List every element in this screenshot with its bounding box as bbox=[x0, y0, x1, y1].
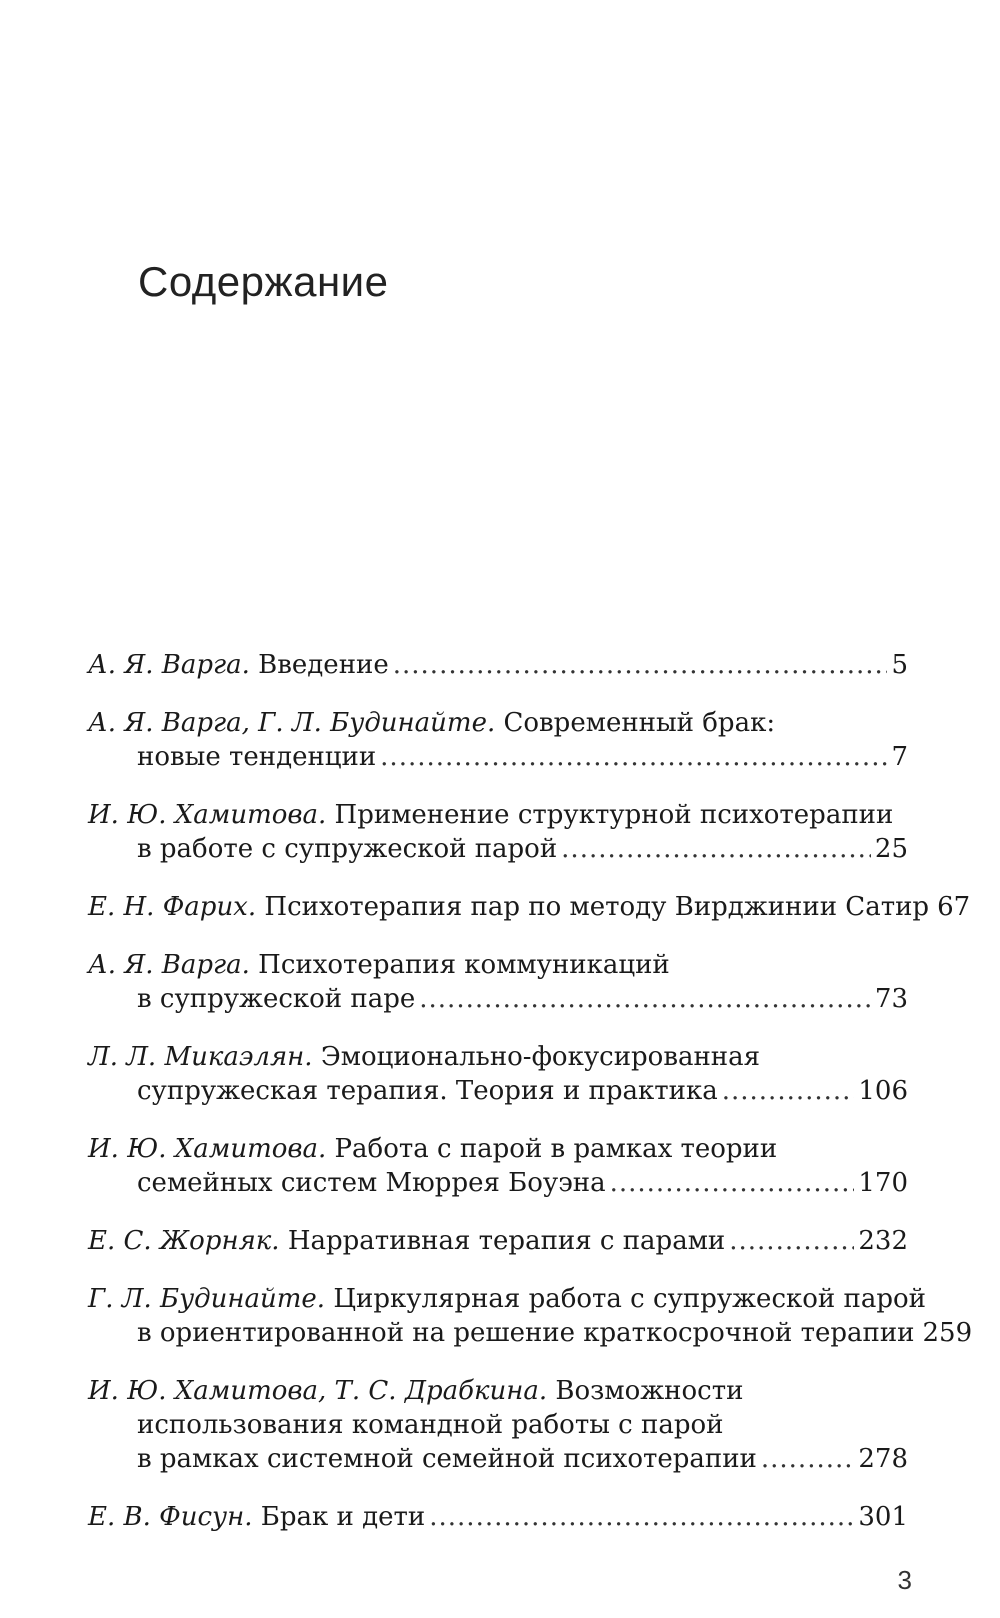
toc-title-line: Возможности bbox=[555, 1376, 744, 1406]
toc-leader-dots bbox=[419, 982, 871, 1016]
toc-page-number: 301 bbox=[858, 1502, 908, 1532]
toc-page-number: 106 bbox=[858, 1076, 908, 1106]
toc-entry bbox=[88, 648, 908, 682]
toc-authors: Г. Л. Будинайте. bbox=[88, 1284, 326, 1314]
toc-page-number: 25 bbox=[874, 834, 908, 864]
toc-page-number: 170 bbox=[858, 1168, 908, 1198]
toc-leader-dots bbox=[393, 648, 888, 682]
toc-leader-dots bbox=[722, 1074, 855, 1108]
toc-title-line: Применение структурной психотерапии bbox=[334, 800, 894, 830]
toc-authors: И. Ю. Хамитова. bbox=[88, 800, 327, 830]
toc-page-number: 7 bbox=[891, 742, 908, 772]
toc-entry bbox=[88, 1132, 908, 1200]
toc-leader-dots bbox=[561, 832, 871, 866]
toc-authors: Е. Н. Фарих. bbox=[88, 892, 257, 922]
toc-page-number: 67 bbox=[937, 892, 971, 922]
toc-authors: А. Я. Варга. bbox=[88, 950, 250, 980]
toc-title-line: Психотерапия пар по методу Вирджинии Сатир bbox=[264, 892, 930, 922]
toc-page-number: 5 bbox=[891, 650, 908, 680]
toc-entry bbox=[88, 1374, 908, 1476]
toc-entry bbox=[88, 948, 908, 1016]
toc-leader-dots bbox=[429, 1500, 854, 1534]
toc-title-line: в рамках системной семейной психотерапии bbox=[137, 1444, 757, 1474]
toc-title-line: Циркулярная работа с супружеской парой bbox=[333, 1284, 926, 1314]
toc-title-line: Современный брак: bbox=[503, 708, 776, 738]
toc-authors: Е. С. Жорняк. bbox=[88, 1226, 280, 1256]
toc-page-number: 73 bbox=[874, 984, 908, 1014]
toc-authors: И. Ю. Хамитова, Т. С. Драбкина. bbox=[88, 1376, 548, 1406]
toc-title-line: Психотерапия коммуникаций bbox=[258, 950, 670, 980]
toc-leader-dots bbox=[761, 1442, 854, 1476]
toc-entry bbox=[88, 1040, 908, 1108]
toc-title-line: в супружеской паре bbox=[137, 984, 416, 1014]
toc-leader-dots bbox=[729, 1224, 854, 1258]
toc-leader-dots bbox=[610, 1166, 855, 1200]
toc-title-line: Введение bbox=[258, 650, 389, 680]
toc-leader-dots bbox=[380, 740, 887, 774]
toc-title-line: использования командной работы с парой bbox=[137, 1410, 724, 1440]
toc-title-line: Работа с парой в рамках теории bbox=[334, 1134, 778, 1164]
toc-title-line: новые тенденции bbox=[137, 742, 377, 772]
toc-title-line: в работе с супружеской парой bbox=[137, 834, 558, 864]
toc-entry bbox=[88, 706, 908, 774]
toc-entry bbox=[88, 1224, 908, 1258]
toc-authors: А. Я. Варга. bbox=[88, 650, 250, 680]
toc-entry bbox=[88, 1500, 908, 1534]
toc-title-line: Нарративная терапия с парами bbox=[287, 1226, 726, 1256]
toc-entry bbox=[88, 798, 908, 866]
toc-title-line: в ориентированной на решение краткосрочной терапии bbox=[137, 1318, 915, 1348]
toc-page-number: 278 bbox=[858, 1444, 908, 1474]
toc-authors: И. Ю. Хамитова. bbox=[88, 1134, 327, 1164]
toc-title-line: супружеская терапия. Теория и практика bbox=[137, 1076, 718, 1106]
toc-entry bbox=[88, 890, 971, 924]
page-number-footer: 3 bbox=[897, 1565, 912, 1595]
toc-title-line: Эмоционально-фокусированная bbox=[320, 1042, 761, 1072]
toc-entry bbox=[88, 1282, 973, 1350]
page-title: Содержание bbox=[138, 258, 389, 305]
toc-title-line: семейных систем Мюррея Боуэна bbox=[137, 1168, 606, 1198]
toc-authors: Л. Л. Микаэлян. bbox=[88, 1042, 313, 1072]
toc-authors: А. Я. Варга, Г. Л. Будинайте. bbox=[88, 708, 496, 738]
table-of-contents bbox=[88, 648, 973, 1558]
toc-authors: Е. В. Фисун. bbox=[88, 1502, 253, 1532]
toc-page-number: 232 bbox=[858, 1226, 908, 1256]
toc-title-line: Брак и дети bbox=[260, 1502, 426, 1532]
toc-page-number: 259 bbox=[922, 1318, 973, 1348]
